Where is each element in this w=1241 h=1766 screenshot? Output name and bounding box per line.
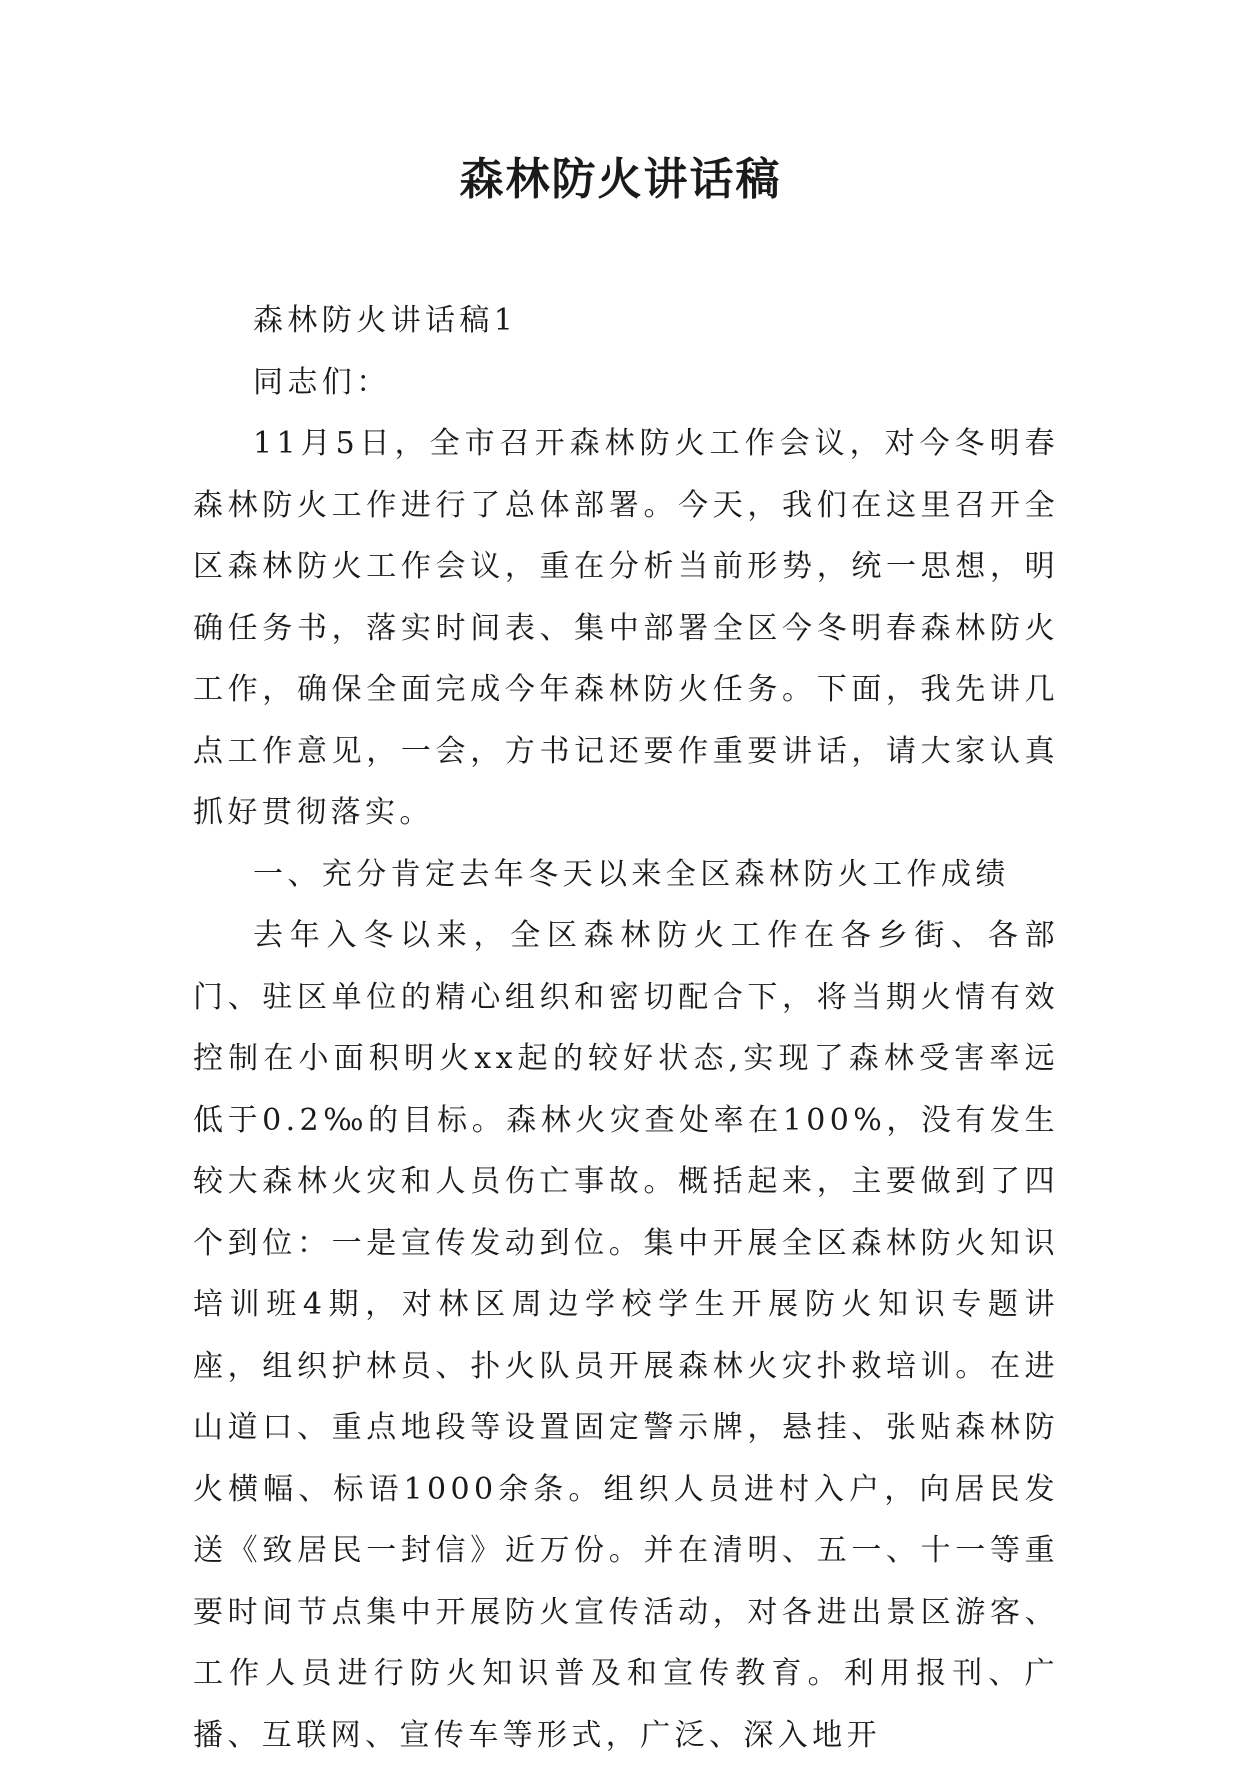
speech-heading: 森林防火讲话稿1 <box>253 303 518 338</box>
body-paragraph: 11月5日，全市召开森林防火工作会议，对今冬明春森林防火工作进行了总体部署。今天，我们在这里召开全区森林防火工作会议，重在分析当前形势，统一思想，明确任务书，落实时间表、集中部署全区今冬明春森林防火工作，确保全面完成今年森林防火任务。下面，我先讲几点工作意见，一会，方书记还要作重要讲话，请大家认真抓好贯彻落实。 <box>193 426 1059 830</box>
document-title: 森林防火讲话稿 <box>459 154 782 205</box>
section-heading: 一、充分肯定去年冬天以来全区森林防火工作成绩 <box>253 856 1010 892</box>
document-body <box>193 290 1059 1766</box>
body-paragraph: 去年入冬以来，全区森林防火工作在各乡街、各部门、驻区单位的精心组织和密切配合下，将当期火情有效控制在小面积明火xx起的较好状态,实现了森林受害率远低于0.2‰的目标。森林火灾查处率在100%，没有发生较大森林火灾和人员伤亡事故。概括起来，主要做到了四个到位：一是宣传发动到位。集中开展全区森林防火知识培训班4期，对林区周边学校学生开展防火知识专题讲座，组织护林员、扑火队员开展森林火灾扑救培训。在进山道口、重点地段等设置固定警示牌，悬挂、张贴森林防火横幅、标语1000余条。组织人员进村入户，向居民发送《致居民一封信》近万份。并在清明、五一、十一等重要时间节点集中开展防火宣传活动，对各进出景区游客、工作人员进行防火知识普及和宣传教育。利用报刊、广播、互联网、宣传车等形式，广泛、深入地开 <box>193 918 1059 1753</box>
salutation: 同志们： <box>253 364 391 400</box>
